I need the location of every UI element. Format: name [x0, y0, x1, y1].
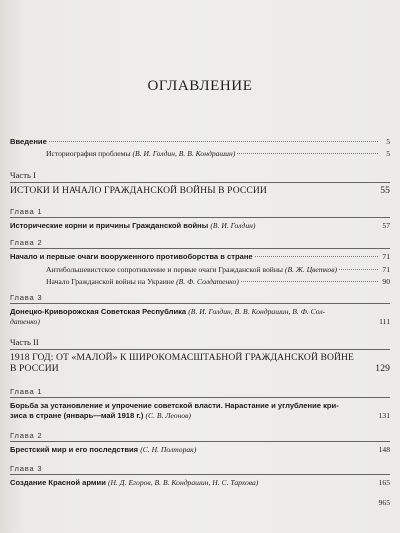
chapter-label: Глава 2 [10, 238, 43, 247]
toc-entry-authors: (В. И. Голдин, В. В. Кондрашин, В. Ф. Сол- [188, 307, 326, 316]
toc-entry-label: Исторические корни и причины Гражданской войны [10, 221, 209, 230]
toc-page-number: 5 [386, 149, 390, 158]
leader-dots [339, 269, 378, 270]
toc-page-number: 55 [380, 185, 390, 196]
part-title-text: ИСТОКИ И НАЧАЛО ГРАЖДАНСКОЙ ВОЙНЫ В РОССИИ [10, 185, 267, 196]
toc-page-number: 71 [382, 265, 390, 274]
toc-entry-label: Брестский мир и его последствия [10, 445, 139, 454]
divider [10, 474, 390, 475]
leader-dots [241, 281, 378, 282]
toc-entry-chapter[interactable] [10, 252, 390, 262]
toc-entry-authors-cont: датенко) [10, 317, 40, 326]
toc-entry-authors: (Н. Д. Егоров, В. В. Кондрашин, Н. С. Тархова) [108, 478, 259, 487]
toc-entry-label: Донецко-Криворожская Советская Республика [10, 307, 187, 316]
chapter-label: Глава 3 [10, 464, 43, 473]
toc-entry-label: Начало Гражданской войны на Украине [46, 277, 175, 286]
divider [10, 349, 390, 350]
divider [10, 182, 390, 183]
toc-page-number: 57 [382, 221, 390, 230]
toc-entry-label-cont: зиса в стране (январь—май 1918 г.) [10, 411, 144, 420]
toc-entry-authors: (В. И. Голдин) [210, 221, 256, 230]
toc-page-number: 165 [378, 478, 390, 487]
toc-entry-chapter[interactable] [10, 307, 390, 327]
divider [10, 441, 390, 442]
toc-entry-chapter[interactable] [10, 445, 390, 455]
toc-entry-authors: (С. Н. Полторак) [140, 445, 197, 454]
chapter-label: Глава 1 [10, 387, 43, 396]
toc-page-number: 90 [382, 277, 390, 286]
toc-entry-chapter[interactable] [10, 478, 390, 488]
leader-dots [49, 141, 378, 142]
toc-part-title[interactable] [10, 185, 390, 196]
part-title-text-cont: В РОССИИ [10, 363, 59, 374]
toc-entry-label: Введение [10, 137, 47, 146]
part-label: Часть II [10, 337, 39, 347]
part-title-text: 1918 ГОД: ОТ «МАЛОЙ» К ШИРОКОМАСШТАБНОЙ ГРАЖДАНСКОЙ ВОЙНЕ [10, 352, 355, 363]
toc-entry-label: Начало и первые очаги вооруженного противоборства в стране [10, 252, 253, 261]
divider [10, 303, 390, 304]
toc-page-number: 131 [378, 411, 390, 420]
toc-page-number: 111 [379, 317, 390, 326]
toc-entry-label: Борьба за установление и упрочение советской власти. Нарастание и углубление кри- [10, 401, 339, 410]
toc-entry-authors: (В. И. Голдин, В. В. Кондрашин) [132, 149, 236, 158]
divider [10, 217, 390, 218]
toc-entry-section[interactable] [10, 277, 390, 287]
toc-entry-historiography[interactable] [10, 149, 390, 159]
divider [10, 248, 390, 249]
divider [10, 397, 390, 398]
toc-entry-authors: (В. Ф. Солдатенко) [176, 277, 239, 286]
toc-entry-authors: (С. В. Леонов) [145, 411, 191, 420]
toc-entry-section[interactable] [10, 265, 390, 275]
toc-page-number: 129 [375, 363, 390, 374]
page-title: ОГЛАВЛЕНИЕ [147, 78, 253, 94]
chapter-label: Глава 2 [10, 431, 43, 440]
toc-entry-authors: (В. Ж. Цветков) [284, 265, 338, 274]
part-label: Часть I [10, 170, 36, 180]
folio-page-number: 965 [378, 498, 390, 507]
chapter-label: Глава 1 [10, 207, 43, 216]
toc-entry-chapter[interactable] [10, 221, 390, 231]
leader-dots [255, 256, 378, 257]
toc-page-number: 5 [386, 137, 390, 146]
toc-page-number: 148 [378, 445, 390, 454]
toc-page-number: 71 [382, 252, 390, 261]
toc-entry-label: Историография проблемы [46, 149, 131, 158]
toc-entry-intro[interactable] [10, 137, 390, 147]
toc-part-title[interactable] [10, 352, 390, 374]
toc-entry-label: Создание Красной армии [10, 478, 106, 487]
leader-dots [237, 153, 378, 154]
chapter-label: Глава 3 [10, 293, 43, 302]
toc-entry-label: Антибольшевистское сопротивление и первые очаги Гражданской войны [46, 265, 284, 274]
toc-entry-chapter[interactable] [10, 401, 390, 421]
